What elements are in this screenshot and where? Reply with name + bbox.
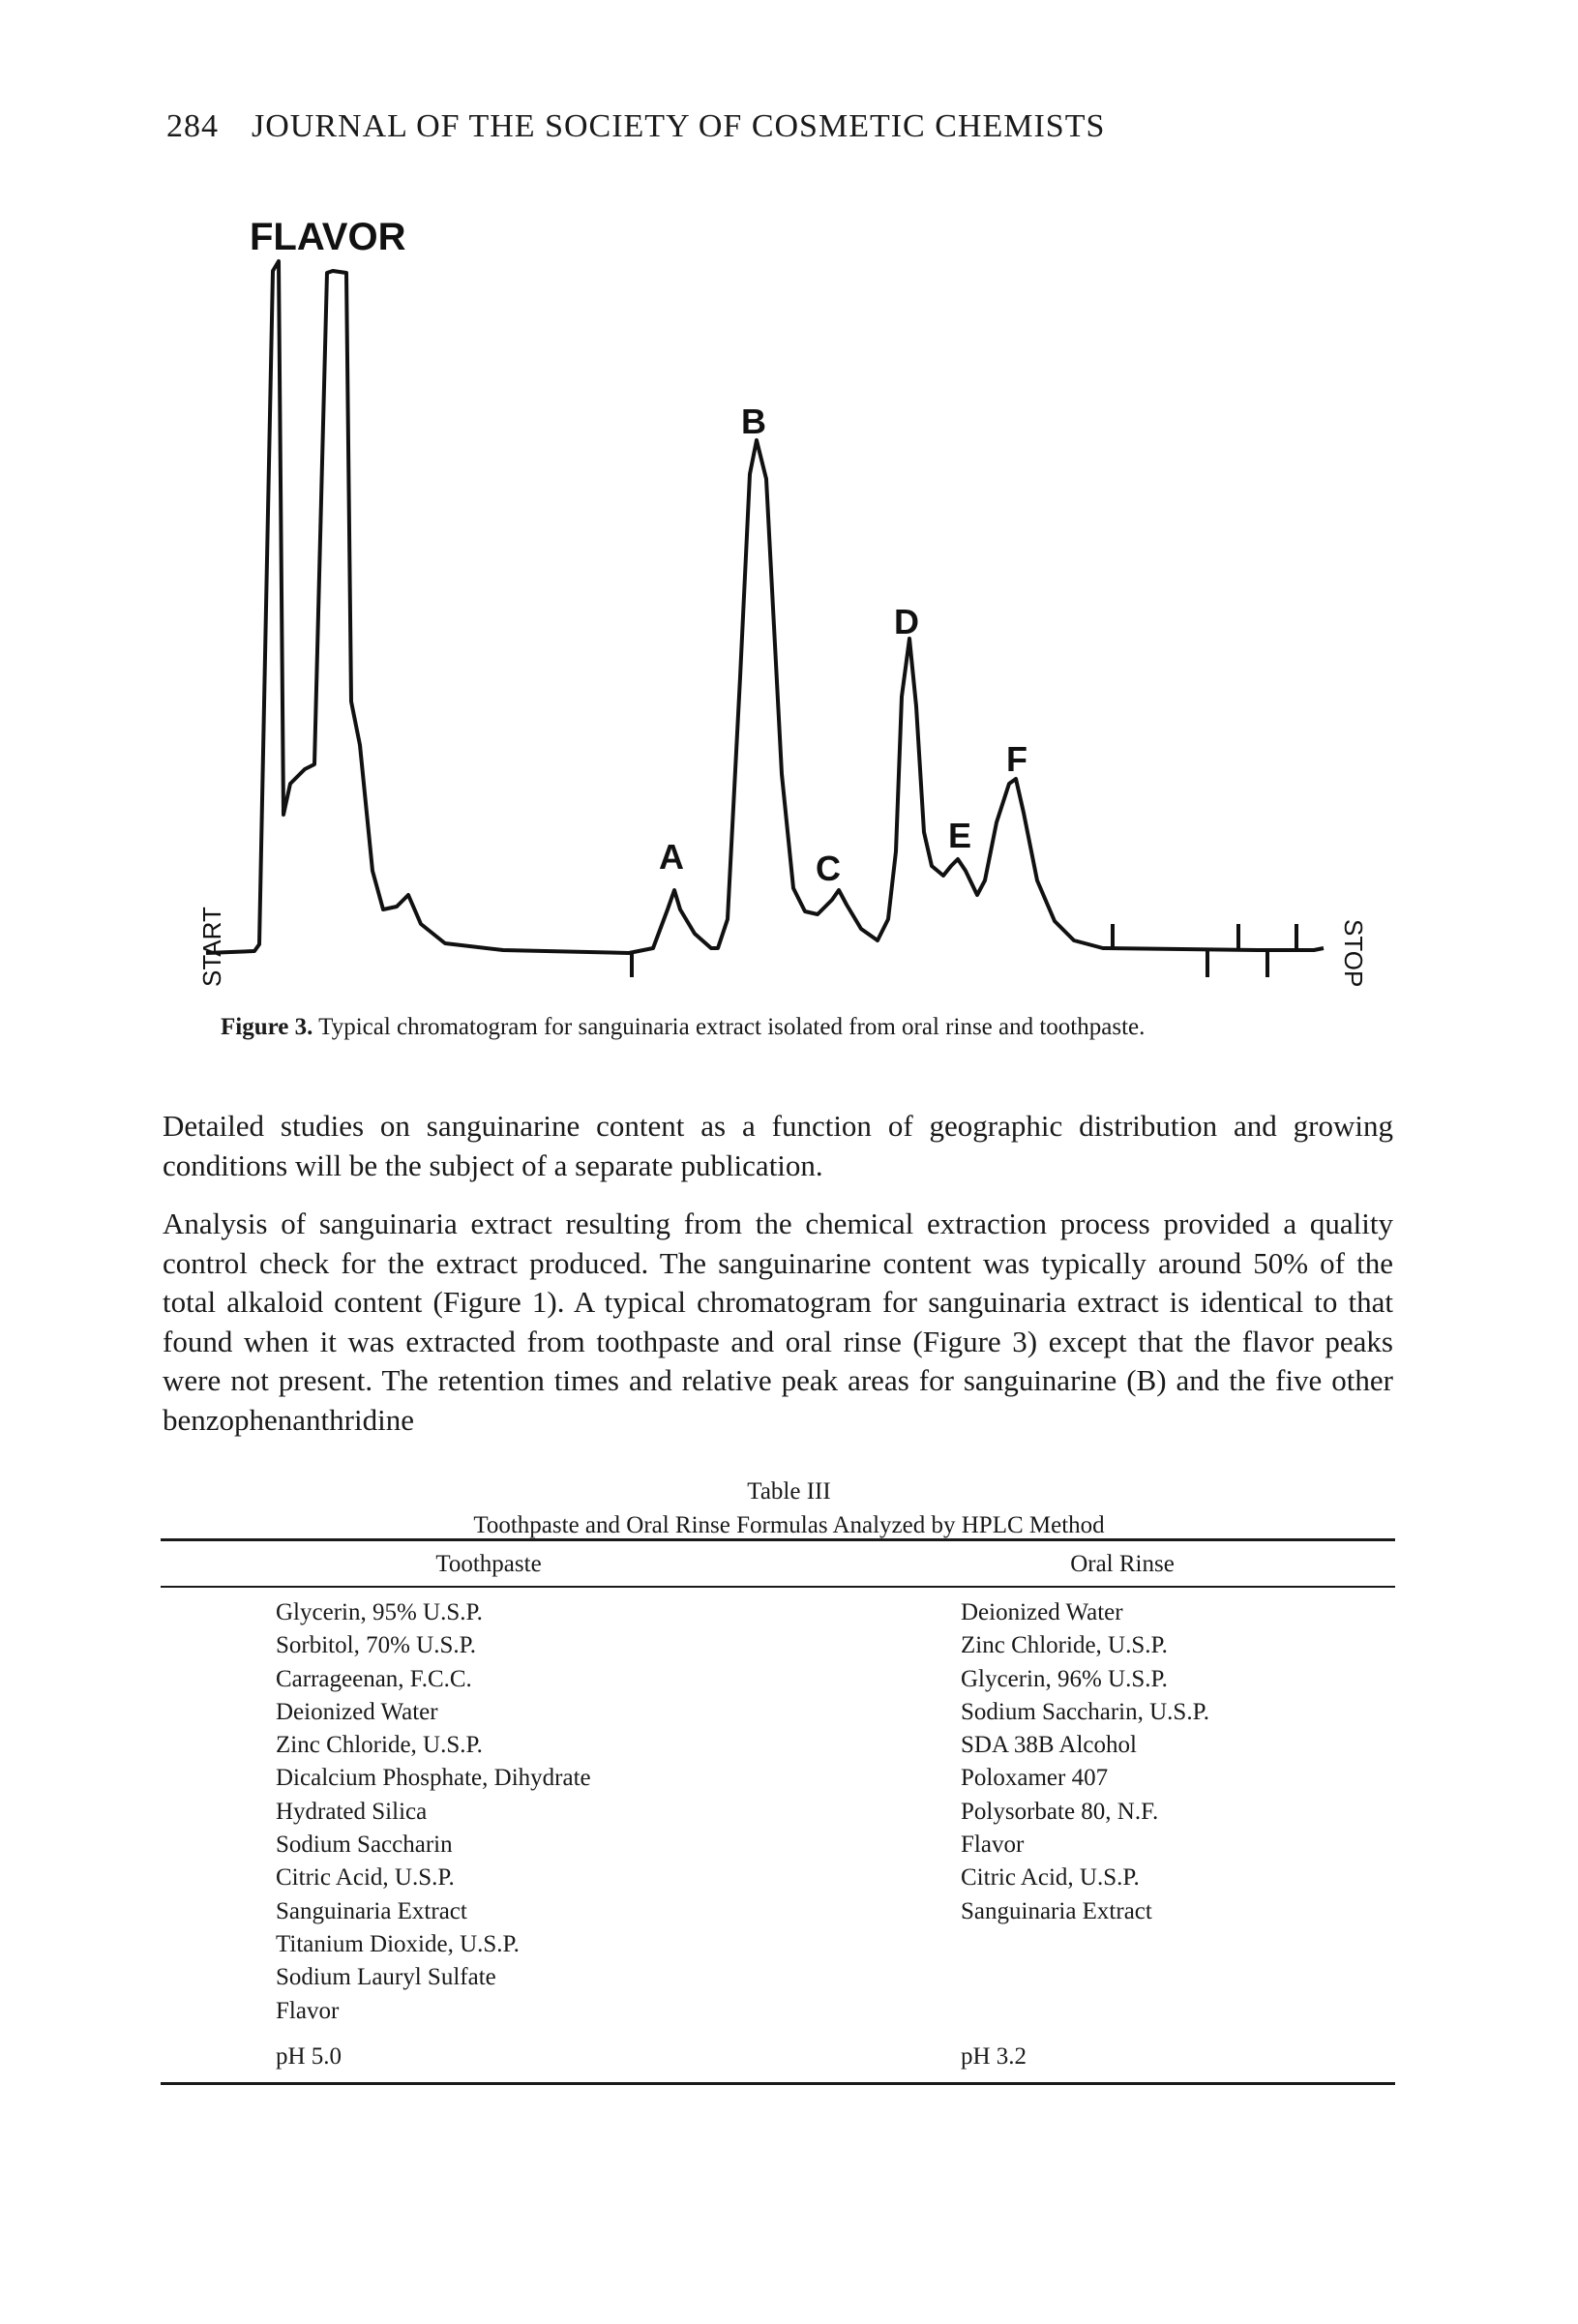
ingredient-item: Zinc Chloride, U.S.P. xyxy=(961,1632,1168,1659)
chromatogram-figure xyxy=(0,0,1578,1006)
table-title: Table III xyxy=(747,1478,831,1505)
ingredient-item: Sodium Saccharin xyxy=(276,1832,453,1859)
ingredient-item: Polysorbate 80, N.F. xyxy=(961,1798,1159,1825)
paragraph-2: Analysis of sanguinaria extract resulting from the chemical extraction process provided a quality control check for the extract produced. The sanguinarine content was typically around 50% of the total alkaloid content (Figure 1). A typical chromatogram for sanguinaria extract is identical to that found when it was extracted from toothpaste and oral rinse (Figure 3) except that the flavor peaks were not present. The retention times and relative peak areas for sanguinarine (B) and the five other benzophenanthridine xyxy=(163,1207,1393,1437)
ingredient-item: Sanguinaria Extract xyxy=(961,1897,1152,1924)
ingredient-item: Sodium Lauryl Sulfate xyxy=(276,1964,496,1991)
toothpaste-ingredient-list xyxy=(276,1596,591,2028)
peak-label-c: C xyxy=(816,849,841,888)
ingredient-item: Citric Acid, U.S.P. xyxy=(276,1864,455,1892)
ingredient-item: Sorbitol, 70% U.S.P. xyxy=(276,1632,476,1659)
column-header-toothpaste: Toothpaste xyxy=(435,1551,542,1577)
ingredient-item: Poloxamer 407 xyxy=(961,1765,1109,1792)
ingredient-item: Flavor xyxy=(961,1832,1025,1859)
peak-label-e: E xyxy=(948,816,972,855)
oral-rinse-ingredient-list xyxy=(961,1596,1209,1928)
table-header-rule xyxy=(161,1586,1395,1588)
peak-label-a: A xyxy=(659,837,684,877)
oral-rinse-ph: pH 3.2 xyxy=(961,2043,1027,2070)
ingredient-item: Sodium Saccharin, U.S.P. xyxy=(961,1698,1209,1725)
ingredient-item: Glycerin, 96% U.S.P. xyxy=(961,1665,1168,1692)
ingredient-item: Deionized Water xyxy=(961,1599,1123,1625)
ingredient-item: Zinc Chloride, U.S.P. xyxy=(276,1732,483,1759)
peak-label-f: F xyxy=(1006,739,1027,779)
ingredient-item: Flavor xyxy=(276,1997,340,2024)
caption-text: Typical chromatogram for sanguinaria extract isolated from oral rinse and toothpaste. xyxy=(313,1014,1146,1040)
column-header-oral-rinse: Oral Rinse xyxy=(1070,1551,1175,1577)
start-mark: START xyxy=(197,907,226,987)
ingredient-item: Citric Acid, U.S.P. xyxy=(961,1864,1140,1892)
caption-label: Figure 3. xyxy=(221,1014,313,1040)
figure-caption xyxy=(221,1014,1145,1041)
peak-label-d: D xyxy=(894,602,919,641)
ingredient-item: Carrageenan, F.C.C. xyxy=(276,1665,472,1692)
peak-label-flavor: FLAVOR xyxy=(250,216,406,258)
stop-mark: STOP xyxy=(1339,919,1368,988)
chromatogram-trace xyxy=(206,261,1324,953)
ingredient-item: SDA 38B Alcohol xyxy=(961,1732,1137,1759)
ingredient-item: Deionized Water xyxy=(276,1698,438,1725)
toothpaste-ph: pH 5.0 xyxy=(276,2043,342,2070)
ingredient-item: Hydrated Silica xyxy=(276,1798,428,1825)
table-bottom-rule xyxy=(161,2082,1395,2085)
page-number: 284 xyxy=(166,108,219,144)
peak-label-b: B xyxy=(741,402,766,441)
table-top-rule xyxy=(161,1538,1395,1541)
ingredient-item: Titanium Dioxide, U.S.P. xyxy=(276,1930,520,1957)
paragraph-1: Detailed studies on sanguinarine content as a function of geographic distribution and growing conditions will be the subject of a separate publication. xyxy=(163,1109,1393,1182)
ingredient-item: Dicalcium Phosphate, Dihydrate xyxy=(276,1765,591,1792)
journal-title: JOURNAL OF THE SOCIETY OF COSMETIC CHEMISTS xyxy=(252,108,1106,144)
ingredient-item: Glycerin, 95% U.S.P. xyxy=(276,1599,483,1625)
ingredient-item: Sanguinaria Extract xyxy=(276,1897,467,1924)
table-subtitle: Toothpaste and Oral Rinse Formulas Analyzed by HPLC Method xyxy=(473,1512,1105,1538)
